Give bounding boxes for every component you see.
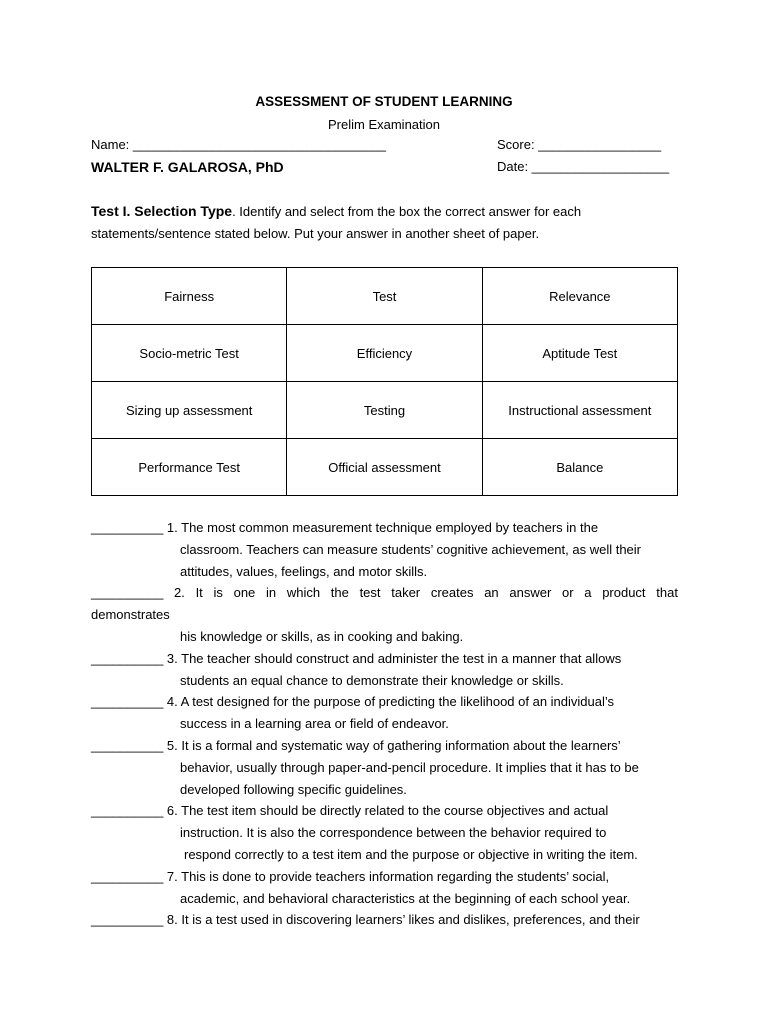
choice-cell: Balance [482,439,677,496]
choice-cell: Performance Test [92,439,287,496]
question-2-cont: demonstrates [91,607,170,623]
answer-choices-table [91,267,678,496]
question-2 [91,582,678,604]
choices-row [92,439,678,496]
question-2-word: which [286,585,321,601]
document-title: ASSESSMENT OF STUDENT LEARNING [255,94,513,109]
question-8: __________ 8. It is a test used in discovering learners’ likes and dislikes, preferences, and their [91,912,640,928]
question-5: __________ 5. It is a formal and systematic way of gathering information about the learners’ [91,737,621,753]
question-2-word: taker [391,585,421,601]
question-2-word: test [359,585,381,601]
question-2-word: a [584,585,592,601]
question-6-cont: respond correctly to a test item and the purpose or objective in writing the item. [184,846,638,862]
question-2-word: in [266,585,277,601]
date-field: Date: ___________________ [497,159,670,174]
question-2-word: or [561,585,574,601]
question-2-word: creates [430,585,474,601]
name-field: Name: ___________________________________ [91,137,386,152]
choice-cell: Efficiency [287,325,482,382]
choice-cell: Sizing up assessment [92,382,287,439]
question-4-cont: success in a learning area or field of endeavor. [180,716,449,732]
question-5-cont: behavior, usually through paper-and-pencil procedure. It implies that it has to be [180,759,639,775]
question-2-word: __________ [91,585,164,601]
choices-row [92,325,678,382]
question-5-cont: developed following specific guidelines. [180,781,407,797]
question-2-word: product [602,585,646,601]
question-1-cont: classroom. Teachers can measure students’ cognitive achievement, as well their [180,541,641,557]
question-2-word: is [213,585,223,601]
question-2-word: It [195,585,203,601]
question-2-cont: his knowledge or skills, as in cooking and baking. [180,628,464,644]
question-2-word: an [484,585,499,601]
test-heading: Test I. Selection Type [91,203,233,219]
choice-cell: Instructional assessment [482,382,677,439]
question-7-cont: academic, and behavioral characteristics at the beginning of each school year. [180,890,631,906]
question-3: __________ 3. The teacher should construct and administer the test in a manner that allows [91,650,622,666]
question-2-word: the [330,585,349,601]
question-6: __________ 6. The test item should be directly related to the course objectives and actual [91,803,609,819]
question-2-word: that [656,585,678,601]
question-1-cont: attitudes, values, feelings, and motor skills. [180,563,428,579]
choice-cell: Fairness [92,268,287,325]
choice-cell: Testing [287,382,482,439]
question-2-word: one [233,585,256,601]
question-2-word: 2. [174,585,185,601]
choice-cell: Socio-metric Test [92,325,287,382]
choice-cell: Aptitude Test [482,325,677,382]
author-name: WALTER F. GALAROSA, PhD [91,159,284,175]
choice-cell: Test [287,268,482,325]
choices-row [92,382,678,439]
question-7: __________ 7. This is done to provide teachers information regarding the students’ social, [91,868,610,884]
question-4: __________ 4. A test designed for the purpose of predicting the likelihood of an individual’s [91,694,615,710]
instruction-text: . Identify and select from the box the correct answer for each statements/sentence stated below. Put your answer in another sheet of paper. [91,204,582,241]
question-list [91,517,678,931]
question-6-cont: instruction. It is also the correspondence between the behavior required to [180,825,607,841]
score-field: Score: _________________ [497,137,662,152]
choice-cell: Relevance [482,268,677,325]
question-2-word: answer [509,585,552,601]
question-3-cont: students an equal chance to demonstrate their knowledge or skills. [180,672,564,688]
choice-cell: Official assessment [287,439,482,496]
document-subtitle: Prelim Examination [328,117,440,132]
question-1: __________ 1. The most common measurement technique employed by teachers in the [91,520,599,535]
choices-row [92,268,678,325]
test-instructions [91,200,681,245]
